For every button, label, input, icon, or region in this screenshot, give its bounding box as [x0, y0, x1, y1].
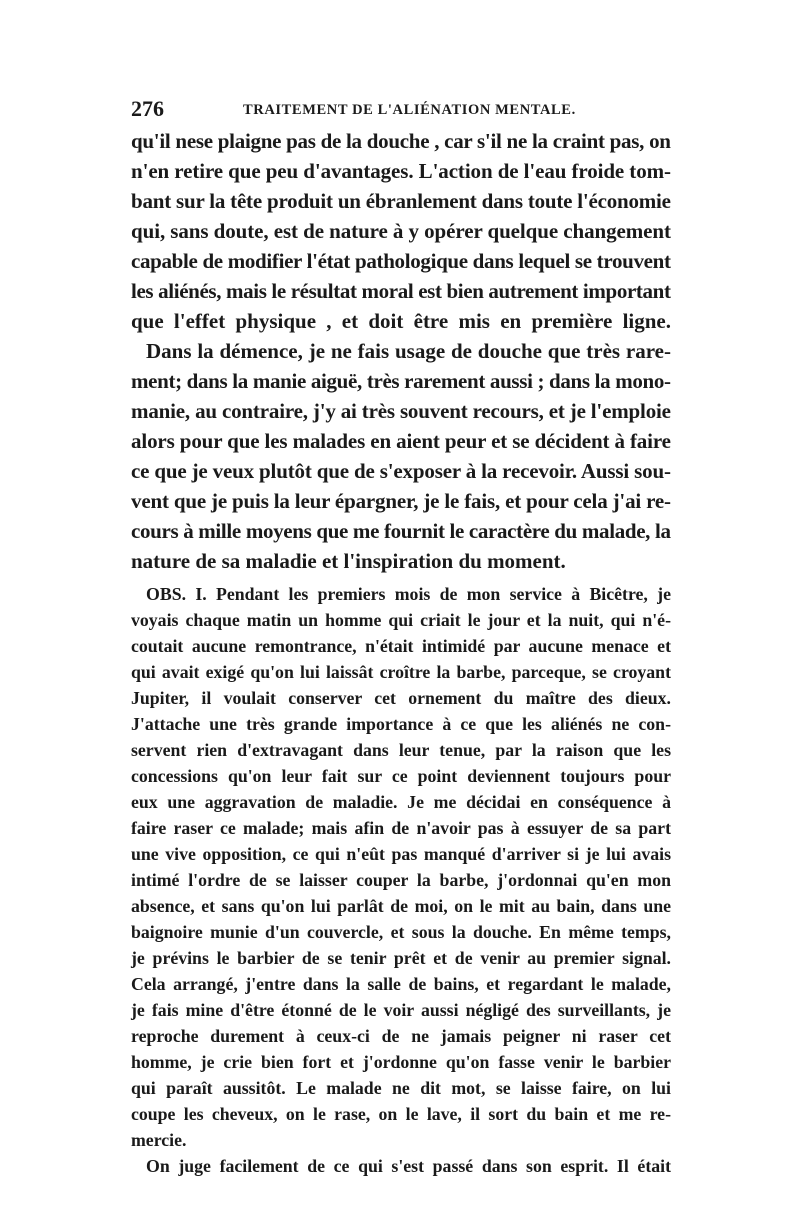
obs-line: faire raser ce malade; mais afin de n'avoir pas à essuyer de sa part: [131, 818, 671, 838]
obs-line: voyais chaque matin un homme qui criait le jour et la nuit, qui n'é-: [131, 610, 671, 630]
obs-line: concessions qu'on leur fait sur ce point deviennent toujours pour: [131, 766, 671, 786]
obs-line: coupe les cheveux, on le rase, on le lave, il sort du bain et me re-: [131, 1104, 671, 1124]
running-title: TRAITEMENT DE L'ALIÉNATION MENTALE.: [243, 102, 576, 118]
obs-line: J'attache une très grande importance à ce que les aliénés ne con-: [131, 714, 671, 734]
obs-line: baignoire munie d'un couvercle, et sous la douche. En même temps,: [131, 922, 671, 942]
body-line: que l'effet physique , et doit être mis en première ligne.: [131, 309, 671, 333]
obs-line: je prévins le barbier de se tenir prêt et de venir au premier signal.: [131, 948, 671, 968]
body-line: alors pour que les malades en aient peur et se décident à faire: [131, 429, 671, 453]
body-line: vent que je puis la leur épargner, je le fais, et pour cela j'ai re-: [131, 489, 671, 513]
obs-line: qui avait exigé qu'on lui laissât croître la barbe, parceque, se croyant: [131, 662, 671, 682]
obs-line: mercie.: [131, 1130, 187, 1150]
obs-line: reproche durement à ceux-ci de ne jamais peigner ni raser cet: [131, 1026, 671, 1046]
body-line: qui, sans doute, est de nature à y opérer quelque changement: [131, 219, 671, 243]
body-line: cours à mille moyens que me fournit le caractère du malade, la: [131, 519, 671, 543]
page-number: 276: [131, 96, 164, 121]
obs-line: Jupiter, il voulait conserver cet ornement du maître des dieux.: [131, 688, 671, 708]
obs-line: qui paraît aussitôt. Le malade ne dit mot, se laisse faire, on lui: [131, 1078, 671, 1098]
body-line: capable de modifier l'état pathologique dans lequel se trouvent: [131, 249, 671, 273]
obs-line: absence, et sans qu'on lui parlât de moi, on le mit au bain, dans une: [131, 896, 671, 916]
obs-line: servent rien d'extravagant dans leur tenue, par la raison que les: [131, 740, 671, 760]
body-line: n'en retire que peu d'avantages. L'action de l'eau froide tom-: [131, 159, 671, 183]
obs-line: On juge facilement de ce qui s'est passé dans son esprit. Il était: [146, 1156, 671, 1176]
obs-line: coutait aucune remontrance, n'était intimidé par aucune menace et: [131, 636, 671, 656]
body-line: ment; dans la manie aiguë, très rarement aussi ; dans la mono-: [131, 369, 671, 393]
body-line: Dans la démence, je ne fais usage de douche que très rare-: [146, 339, 671, 363]
page-header: [131, 96, 671, 126]
obs-line: je fais mine d'être étonné de le voir aussi négligé des surveillants, je: [131, 1000, 671, 1020]
obs-line: homme, je crie bien fort et j'ordonne qu'on fasse venir le barbier: [131, 1052, 671, 1072]
obs-line: OBS. I. Pendant les premiers mois de mon service à Bicêtre, je: [146, 584, 671, 604]
obs-line: Cela arrangé, j'entre dans la salle de bains, et regardant le malade,: [131, 974, 671, 994]
body-line: nature de sa maladie et l'inspiration du moment.: [131, 549, 566, 573]
body-line: ce que je veux plutôt que de s'exposer à la recevoir. Aussi sou-: [131, 459, 671, 483]
obs-line: intimé l'ordre de se laisser couper la barbe, j'ordonnai qu'en mon: [131, 870, 671, 890]
body-line: manie, au contraire, j'y ai très souvent recours, et je l'emploie: [131, 399, 671, 423]
body-line: les aliénés, mais le résultat moral est bien autrement important: [131, 279, 671, 303]
body-line: bant sur la tête produit un ébranlement dans toute l'économie: [131, 189, 671, 213]
obs-line: une vive opposition, ce qui n'eût pas manqué d'arriver si je lui avais: [131, 844, 671, 864]
obs-line: eux une aggravation de maladie. Je me décidai en conséquence à: [131, 792, 671, 812]
body-line: qu'il nese plaigne pas de la douche , car s'il ne la craint pas, on: [131, 129, 671, 153]
